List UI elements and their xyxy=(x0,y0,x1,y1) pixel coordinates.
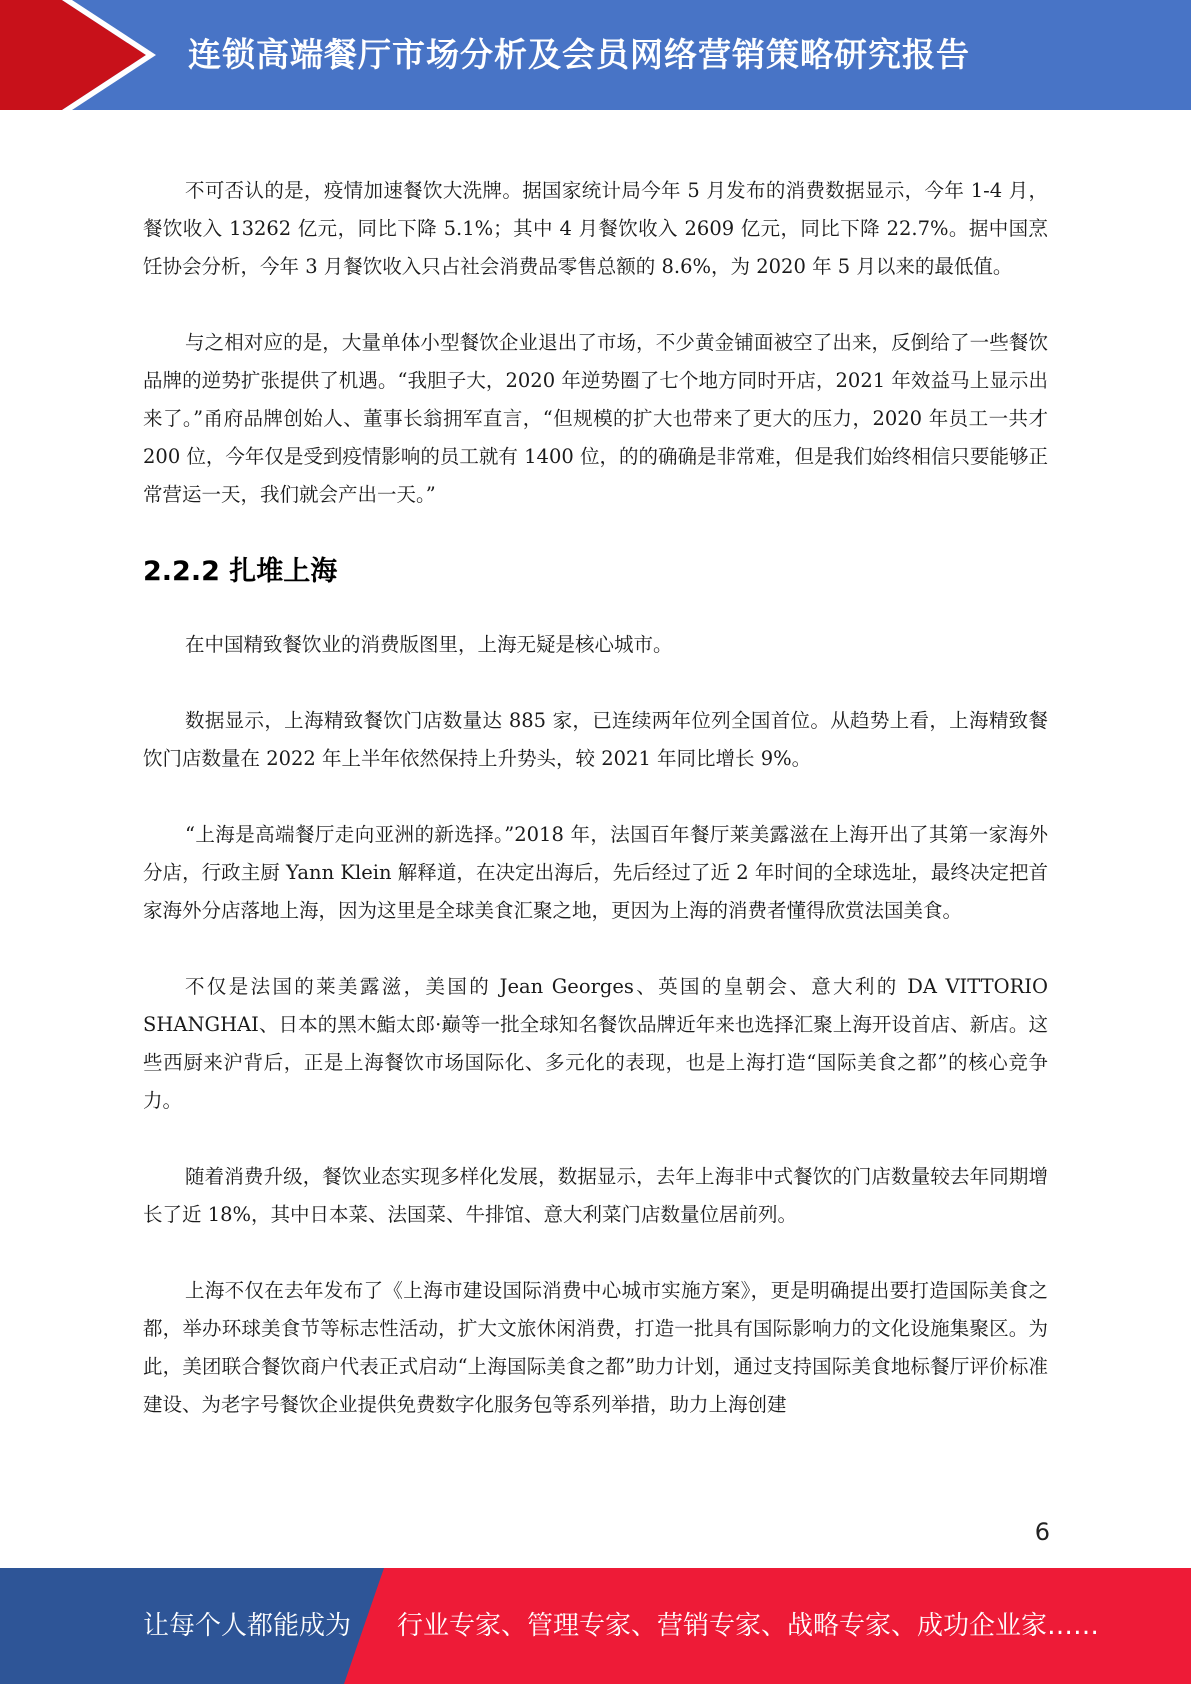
paragraph: 数据显示，上海精致餐饮门店数量达 885 家，已连续两年位列全国首位。从趋势上看，上海精致餐饮门店数量在 2022 年上半年依然保持上升势头，较 2021 年同比增长 9%。 xyxy=(143,709,1048,770)
page-footer xyxy=(0,1568,1191,1684)
page-header xyxy=(0,0,1191,110)
footer-slogan-left: 让每个人都能成为 xyxy=(143,1611,352,1641)
footer-slogan-right: 行业专家、管理专家、营销专家、战略专家、成功企业家…… xyxy=(397,1611,1100,1641)
paragraph: 上海不仅在去年发布了《上海市建设国际消费中心城市实施方案》，更是明确提出要打造国际美食之都，举办环球美食节等标志性活动，扩大文旅休闲消费，打造一批具有国际影响力的文化设施集聚区。为此，美团联合餐饮商户代表正式启动“上海国际美食之都”助力计划，通过支持国际美食地标餐厅评价标准建设、为老字号餐饮企业提供免费数字化服务包等系列举措，助力上海创建 xyxy=(143,1279,1048,1416)
document-body xyxy=(143,172,1048,1462)
header-title: 连锁高端餐厅市场分析及会员网络营销策略研究报告 xyxy=(188,35,970,74)
paragraph: 不仅是法国的莱美露滋，美国的 Jean Georges、英国的皇朝会、意大利的 DA VITTORIO SHANGHAI、日本的黑木鮨太郎·巅等一批全球知名餐饮品牌近年来也选择汇聚上海开设首店、新店。这些西厨来沪背后，正是上海餐饮市场国际化、多元化的表现，也是上海打造“国际美食之都”的核心竞争力。 xyxy=(143,975,1048,1112)
paragraph: 不可否认的是，疫情加速餐饮大洗牌。据国家统计局今年 5 月发布的消费数据显示，今年 1-4 月，餐饮收入 13262 亿元，同比下降 5.1%；其中 4 月餐饮收入 2609 亿元，同比下降 22.7%。据中国烹饪协会分析，今年 3 月餐饮收入只占社会消费品零售总额的 8.6%，为 2020 年 5 月以来的最低值。 xyxy=(143,179,1048,278)
paragraph: 随着消费升级，餐饮业态实现多样化发展，数据显示，去年上海非中式餐饮的门店数量较去年同期增长了近 18%，其中日本菜、法国菜、牛排馆、意大利菜门店数量位居前列。 xyxy=(143,1165,1048,1226)
section-heading: 2.2.2 扎堆上海 xyxy=(143,556,338,587)
page-number: 6 xyxy=(1034,1518,1050,1546)
paragraph: 与之相对应的是，大量单体小型餐饮企业退出了市场，不少黄金铺面被空了出来，反倒给了一些餐饮品牌的逆势扩张提供了机遇。“我胆子大，2020 年逆势圈了七个地方同时开店，2021 年效益马上显示出来了。”甬府品牌创始人、董事长翁拥军直言，“但规模的扩大也带来了更大的压力，2020 年员工一共才 200 位，今年仅是受到疫情影响的员工就有 1400 位，的的确确是非常难，但是我们始终相信只要能够正常营运一天，我们就会产出一天。” xyxy=(143,331,1048,506)
paragraph: “上海是高端餐厅走向亚洲的新选择。”2018 年，法国百年餐厅莱美露滋在上海开出了其第一家海外分店，行政主厨 Yann Klein 解释道，在决定出海后，先后经过了近 2 年时间的全球选址，最终决定把首家海外分店落地上海，因为这里是全球美食汇聚之地，更因为上海的消费者懂得欣赏法国美食。 xyxy=(143,823,1048,922)
paragraph: 在中国精致餐饮业的消费版图里，上海无疑是核心城市。 xyxy=(185,633,673,656)
